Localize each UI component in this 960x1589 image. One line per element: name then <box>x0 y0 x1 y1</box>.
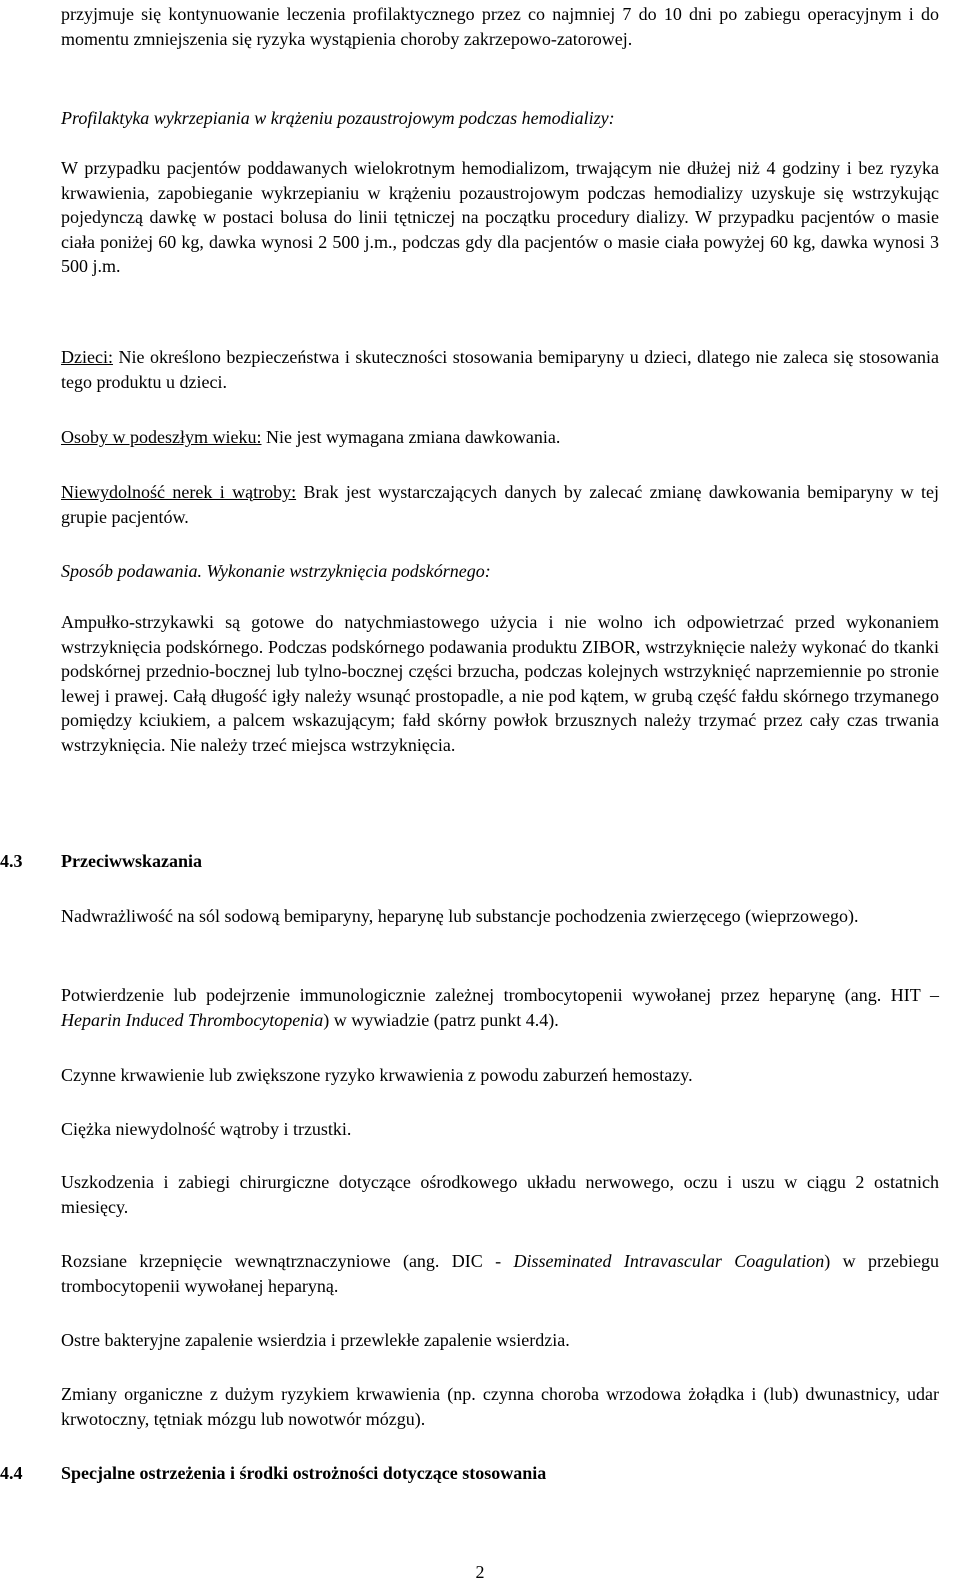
contraindication-organic-lesions: Zmiany organiczne z dużym ryzykiem krwawienia (np. czynna choroba wrzodowa żołądka i (lub) dwunastnicy, udar krwotoczny, tętniak mózgu lub nowotwór mózgu). <box>61 1384 939 1429</box>
contraindication-hit <box>61 983 939 1032</box>
contraindication-cns-injuries: Uszkodzenia i zabiegi chirurgiczne dotyczące ośrodkowego układu nerwowego, oczu i uszu w ciągu 2 ostatnich miesięcy. <box>61 1172 939 1217</box>
section-4-3-number: 4.3 <box>0 851 23 871</box>
text-dic-a: Rozsiane krzepnięcie wewnątrznaczyniowe (ang. DIC - <box>61 1251 514 1271</box>
section-4-4-title: Specjalne ostrzeżenia i środki ostrożności dotyczące stosowania <box>61 1463 547 1483</box>
section-4-4-number: 4.4 <box>0 1463 23 1483</box>
subheading-administration: Sposób podawania. Wykonanie wstrzyknięcia podskórnego: <box>61 561 491 581</box>
page-number: 2 <box>475 1562 485 1582</box>
paragraph-hemodialysis-dosing: W przypadku pacjentów poddawanych wielokrotnym hemodializom, trwającym nie dłużej niż 4 godziny i bez ryzyka krwawienia, zapobieganie wykrzepianiu w krążeniu pozaustrojowym podczas hemodializy uzyskuje się wstrzykując pojedynczą dawkę w postaci bolusa do linii tętniczej na początku procedury dializy. W przypadku pacjentów o masie ciała poniżej 60 kg, dawka wynosi 2 500 j.m., podczas gdy dla pacjentów o masie ciała powyżej 60 kg, dawka wynosi 3 500 j.m. <box>61 158 939 276</box>
paragraph-prophylaxis-continuation: przyjmuje się kontynuowanie leczenia profilaktycznego przez co najmniej 7 do 10 dni po zabiegu operacyjnym i do momentu zmniejszenia się ryzyka wystąpienia choroby zakrzepowo-zatorowej. <box>61 4 939 49</box>
label-renal-hepatic: Niewydolność nerek i wątroby: <box>61 482 297 502</box>
label-elderly: Osoby w podeszłym wieku: <box>61 427 262 447</box>
contraindication-endocarditis: Ostre bakteryjne zapalenie wsierdzia i przewlekłe zapalenie wsierdzia. <box>61 1330 570 1350</box>
contraindication-dic <box>61 1249 939 1298</box>
text-hit-c: ) w wywiadzie (patrz punkt 4.4). <box>323 1009 559 1030</box>
contraindication-hypersensitivity: Nadwrażliwość na sól sodową bemiparyny, heparynę lub substancje pochodzenia zwierzęcego (wieprzowego). <box>61 906 859 926</box>
contraindication-active-bleeding: Czynne krwawienie lub zwiększone ryzyko krwawienia z powodu zaburzeń hemostazy. <box>61 1065 693 1085</box>
text-dic-italic: Disseminated Intravascular Coagulation <box>513 1251 825 1271</box>
subheading-hemodialysis: Profilaktyka wykrzepiania w krążeniu pozaustrojowym podczas hemodializy: <box>61 108 615 128</box>
paragraph-elderly <box>61 425 939 450</box>
section-4-3-title: Przeciwwskazania <box>61 851 202 871</box>
text-elderly: Nie jest wymagana zmiana dawkowania. <box>261 427 561 447</box>
paragraph-injection-technique: Ampułko-strzykawki są gotowe do natychmiastowego użycia i nie wolno ich odpowietrzać przed wykonaniem wstrzyknięcia podskórnego. Podczas podskórnego podawania produktu ZIBOR, wstrzyknięcie należy wykonać do tkanki podskórnej przednio-bocznej lub tylno-bocznej części brzucha, podczas kolejnych wstrzyknięć naprzemiennie po stronie lewej i prawej. Całą długość igły należy wsunąć prostopadle, a nie pod kątem, w grubą część fałdu skórnego trzymanego pomiędzy kciukiem, a palcem wskazującym; fałd skórny powłok brzusznych należy trzymać przez cały czas trwania wstrzyknięcia. Nie należy trzeć miejsca wstrzyknięcia. <box>61 612 939 755</box>
paragraph-children <box>61 345 939 394</box>
text-hit-italic: Heparin Induced Thrombocytopenia <box>61 1009 324 1030</box>
label-children: Dzieci: <box>61 347 113 367</box>
text-children: Nie określono bezpieczeństwa i skuteczności stosowania bemiparyny u dzieci, dlatego nie zaleca się stosowania tego produktu u dzieci. <box>61 347 939 392</box>
text-renal-hepatic: Brak jest wystarczających danych by zalecać zmianę dawkowania bemiparyny w tej grupie pacjentów. <box>61 482 939 527</box>
text-hit-a: Potwierdzenie lub podejrzenie immunologicznie zależnej trombocytopenii wywołanej przez heparynę (ang. HIT – <box>61 985 939 1005</box>
contraindication-liver-pancreas: Ciężka niewydolność wątroby i trzustki. <box>61 1119 352 1139</box>
text-dic-c: ) w przebiegu trombocytopenii wywołanej heparyną. <box>61 1251 939 1296</box>
paragraph-renal-hepatic <box>61 480 939 529</box>
